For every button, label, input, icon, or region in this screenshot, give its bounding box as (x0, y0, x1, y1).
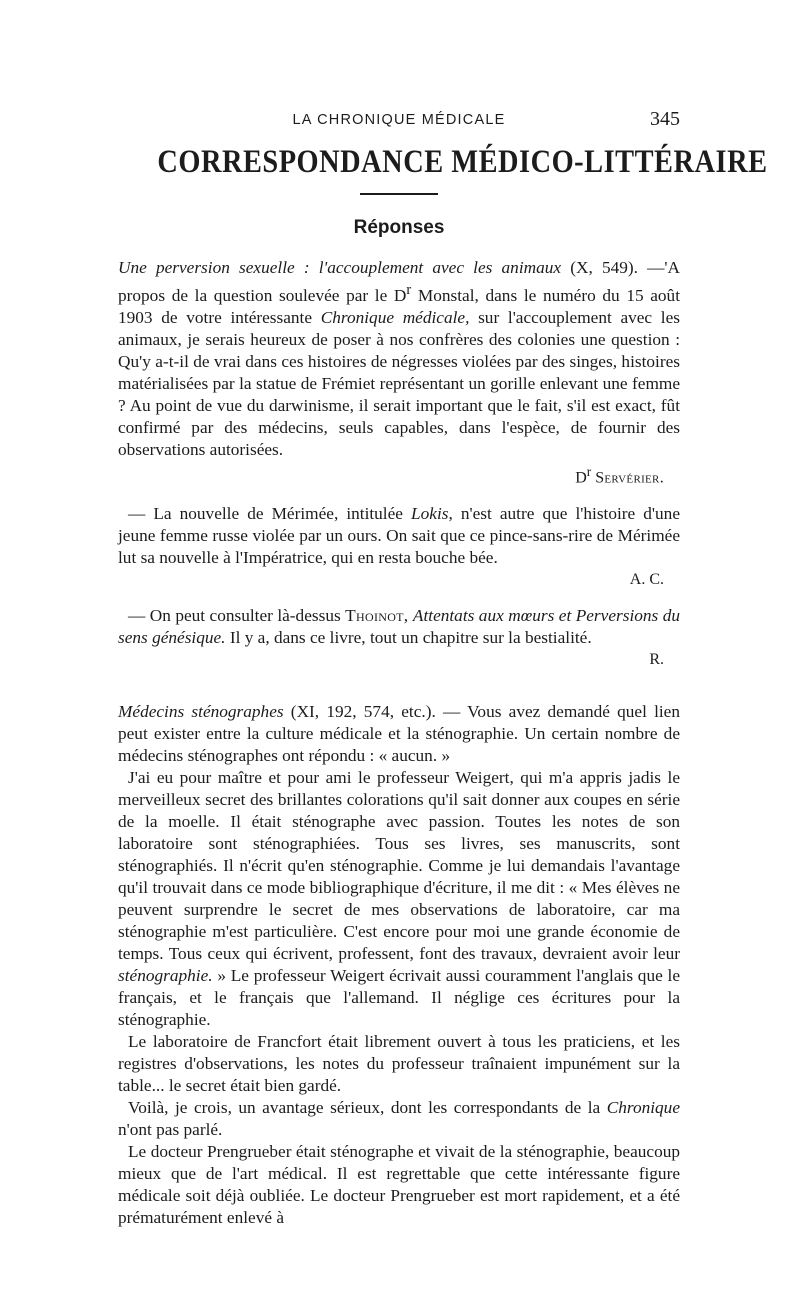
paragraph-francfort: Le laboratoire de Francfort était librement ouvert à tous les praticiens, et les registres d'observations, les notes du professeur traînaient impunément sur la table... le secret était bien gardé. (118, 1032, 680, 1096)
paragraph-avantage (118, 1097, 680, 1141)
work-title: Attentats aux mœurs et Perversions du sens génésique. (118, 606, 680, 648)
author-name: Thoinot, (345, 606, 409, 626)
entry-reference: (X, 549). (570, 258, 638, 277)
page-number: 345 (650, 108, 680, 130)
emphasis: sténographie. (118, 966, 213, 986)
entry-text: Voilà, je crois, un avantage sérieux, dont les correspondants de la (128, 1098, 607, 1118)
superscript: r (406, 282, 412, 298)
entry-medecins-stenographes (118, 701, 680, 767)
section-title: CORRESPONDANCE MÉDICO-LITTÉRAIRE (157, 144, 768, 180)
signature-ac: A. C. (629, 571, 664, 589)
entry-topic: Médecins sténographes (118, 702, 284, 722)
entry-text: » Le professeur Weigert écrivait aussi couramment l'anglais que le français, et le français que l'allemand. Il néglige ces écritures pour la sténographie. (118, 966, 680, 1030)
entry-text: Il y a, dans ce livre, tout un chapitre sur la bestialité. (225, 628, 592, 648)
entry-perversion-sexuelle (118, 257, 680, 461)
signature-r: R. (649, 651, 664, 669)
entry-lokis (118, 503, 680, 569)
entry-text: J'ai eu pour maître et pour ami le professeur Weigert, qui m'a appris jadis le merveilleux secret des brillantes colorations qu'il sait donner aux coupes en série de la moelle. Il était sténographe avec passion. Toutes les notes de son laboratoire sont sténographiées. Tous ses livres, ses manuscrits, sont sténographiés. Il n'écrit qu'en sténographie. Comme je lui demandais l'avantage qu'il trouvait dans ce mode bibliographique d'écriture, il me dit : « Mes élèves ne peuvent surprendre le secret de mes observations de laboratoire, car ma sténographie m'est particulière. C'est encore pour moi une grande économie de temps. Tous ceux qui écrivent, professent, font des travaux, devraient avoir leur (118, 768, 680, 964)
entry-topic: Une perversion sexuelle : l'accouplement avec les animaux (118, 258, 562, 277)
title-rule (360, 193, 438, 195)
page (118, 108, 768, 1229)
paragraph-prengrueber: Le docteur Prengrueber était sténographe et vivait de la sténographie, beaucoup mieux que de l'art médical. Il est regrettable que cette intéressante figure médicale soit déjà oubliée. Le docteur Prengrueber est mort rapidement, et a été prématurément enlevé à (118, 1142, 680, 1228)
work-title: Lokis (411, 504, 449, 524)
paragraph-weigert (118, 767, 680, 1031)
running-title: LA CHRONIQUE MÉDICALE (292, 112, 506, 128)
superscript: r (586, 463, 592, 479)
entry-text: sur l'accouplement avec les animaux, je serais heureux de poser à nos confrères des colonies une question : Qu'y a-t-il de vrai dans ces histoires de négresses violées par des singes, histoires matérialisées par la statue de Frémiet représentant un gorille enlevant une femme ? Au point de vue du darwinisme, il serait important que le fait, s'il est exact, fût confirmé par des médecins, seuls capables, dans l'espèce, de fournir des observations autorisées. (118, 307, 680, 459)
entry-text: —'A propos de la question soulevée par le D (118, 258, 680, 305)
entry-text: — La nouvelle de Mérimée, intitulée (128, 504, 412, 524)
entry-text: (XI, 192, 574, etc.). — Vous avez demandé quel lien peut exister entre la culture médicale et la sténographie. Un certain nombre de médecins sténographes ont répondu : « aucun. » (118, 702, 680, 766)
entry-thoinot (118, 605, 680, 649)
entry-text: , n'est autre que l'histoire d'une jeune femme russe violée par un ours. On sait que ce pince-sans-rire de Mérimée lut sa nouvelle à l'Impératrice, qui en resta bouche bée. (118, 504, 680, 568)
entry-text: — On peut consulter là-dessus (128, 606, 346, 626)
running-header (118, 108, 680, 134)
signature-prefix: D (575, 469, 587, 487)
subheading: Réponses (353, 217, 445, 238)
entry-text: Monstal, dans le numéro du 15 août 1903 de votre intéressante (118, 285, 680, 327)
journal-title: Chronique (606, 1098, 680, 1118)
signature-servérier (118, 461, 680, 489)
entry-text: n'ont pas parlé. (118, 1120, 223, 1140)
signature-name: Servérier. (595, 469, 664, 487)
journal-title: Chronique médicale, (320, 307, 470, 327)
